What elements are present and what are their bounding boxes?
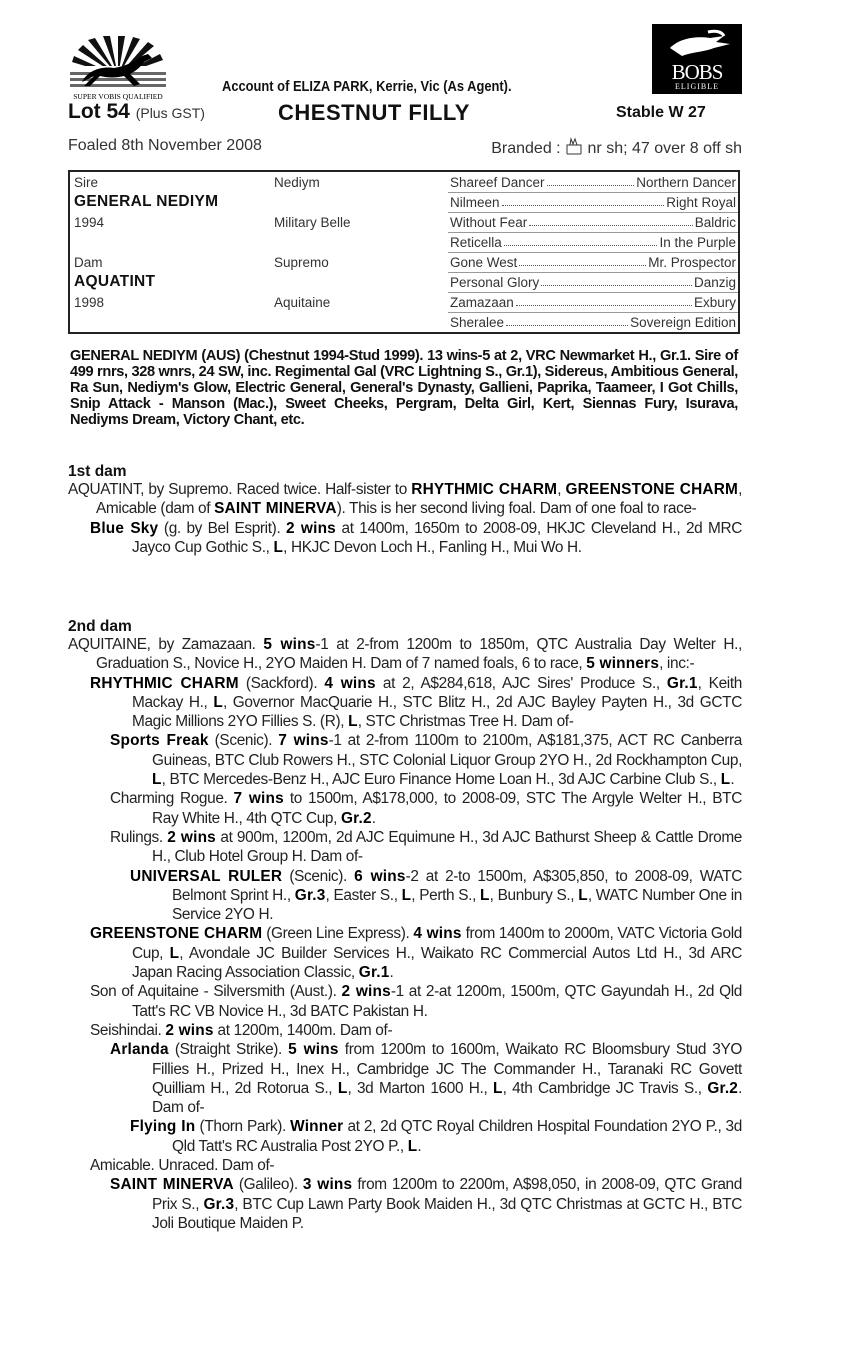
bold-text: 5 wins xyxy=(288,1041,339,1059)
pedigree-row xyxy=(70,192,738,212)
foaled-date: Foaled 8th November 2008 xyxy=(68,137,262,154)
pedigree-row xyxy=(70,292,738,312)
pedigree-entry xyxy=(68,1040,742,1117)
pedigree-col1: Sire xyxy=(74,175,99,190)
dot-leader xyxy=(519,255,646,266)
first-dam-section xyxy=(68,480,742,557)
text: (Thorn Park). xyxy=(195,1118,291,1136)
text: . xyxy=(389,964,394,982)
text: , Perth S., xyxy=(411,886,481,904)
pedigree-grandparent xyxy=(450,275,736,290)
text: at 2, 2d QTC Royal Children Hospital Foundation 2YO P., 3d Qld Tatt's RC Australia Post 2YO P., xyxy=(172,1118,742,1155)
ancestor-name: Without Fear xyxy=(450,215,528,230)
dot-leader xyxy=(547,175,635,186)
dot-leader xyxy=(504,235,658,246)
pedigree-row xyxy=(70,312,738,332)
ancestor-sire: Right Royal xyxy=(666,195,736,210)
pedigree-col2: Military Belle xyxy=(274,215,351,230)
pedigree-entry xyxy=(68,519,742,558)
bold-text: 2 wins xyxy=(167,828,216,846)
ancestor-sire: Northern Dancer xyxy=(636,175,736,190)
text: Amicable. Unraced. Dam of- xyxy=(90,1157,275,1175)
horse-sunburst-icon xyxy=(68,36,168,102)
pedigree-entry xyxy=(68,731,742,789)
pedigree-grandparent xyxy=(450,295,736,310)
super-vobis-logo xyxy=(68,36,168,102)
bold-text: Gr.1 xyxy=(358,964,390,982)
ancestor-name: Sheralee xyxy=(450,315,505,330)
ancestor-name: Personal Glory xyxy=(450,275,540,290)
first-dam-heading: 1st dam xyxy=(68,463,127,480)
lot-number: Lot 54 (Plus GST) xyxy=(68,100,205,123)
bold-text: Blue Sky xyxy=(90,519,159,537)
bold-text: 5 wins xyxy=(263,636,316,653)
text: , Keith Mackay H., xyxy=(132,674,743,711)
text: , Governor MacQuarie H., STC Blitz H., 2d AJC Bayley Payten H., 3d GCTC Magic Millions 2YO Fillies S. (R), xyxy=(132,693,742,731)
ancestor-sire: Mr. Prospector xyxy=(648,255,736,270)
bold-text: 2 wins xyxy=(286,519,336,537)
lot-title: CHESTNUT FILLY xyxy=(278,100,470,125)
bold-text: 6 wins xyxy=(354,867,406,885)
bold-text: L xyxy=(273,538,284,556)
text: , 4th Cambridge JC Travis S., xyxy=(502,1079,708,1097)
pedigree-row xyxy=(70,272,738,292)
text: (Scenic). xyxy=(208,732,279,750)
ancestor-name: Reticella xyxy=(450,235,502,250)
ancestor-sire: In the Purple xyxy=(659,235,736,250)
dot-leader xyxy=(506,315,628,326)
bold-text: L xyxy=(492,1079,503,1097)
text: at 1200m, 1400m. Dam of- xyxy=(213,1021,393,1039)
text: . Dam of- xyxy=(152,1079,742,1117)
text: , STC Christmas Tree H. Dam of- xyxy=(357,713,574,731)
dot-leader xyxy=(529,215,692,226)
text: , Avondale JC Builder Services H., Waikato RC Commercial Autos Ltd H., 3d ARC Japan Racing Association Classic, xyxy=(132,944,742,982)
text: , HKJC Devon Loch H., Fanling H., Mui Wo H. xyxy=(283,538,582,556)
pedigree-entry xyxy=(68,1117,742,1156)
bold-text: L xyxy=(401,886,412,904)
bold-text: L xyxy=(169,944,180,962)
bold-text: SAINT MINERVA xyxy=(110,1176,234,1194)
brand-mark-icon xyxy=(565,137,583,155)
bold-text: UNIVERSAL RULER xyxy=(130,867,283,885)
text: , BTC Mercedes-Benz H., AJC Euro Finance Home Loan H., 3d AJC Carbine Club S., xyxy=(161,771,721,789)
svg-text:SUPER VOBIS QUALIFIED: SUPER VOBIS QUALIFIED xyxy=(73,92,163,101)
text: (Scenic). xyxy=(282,867,355,885)
bold-text: L xyxy=(213,693,223,711)
bold-text: SAINT MINERVA xyxy=(214,500,337,518)
row-divider xyxy=(448,192,738,193)
bold-text: Winner xyxy=(290,1118,344,1136)
text: Rulings. xyxy=(110,828,168,846)
bold-text: 5 winners xyxy=(586,655,660,673)
text: , Bunbury S., xyxy=(489,886,579,904)
sire-summary: GENERAL NEDIYM (AUS) (Chestnut 1994-Stud 1999). 13 wins-5 at 2, VRC Newmarket H., Gr.1. Sire of 499 rnrs, 328 wnrs, 24 SW, inc. Regimental Gal (VRC Lightning S., Gr.1), Sidereus, Ambitious General, Ra Sun, Nediym's Glow, Electric General, General's Dynasty, Gallieni, Paprika, Taameer, I Got Chills, Snip Attack - Manson (Mac.), Sweet Cheeks, Pergram, Delta Girl, Kert, Siennas Fury, Isurava, Nediyms Dream, Victory Chant, etc. xyxy=(70,348,738,428)
racehorse-head-icon xyxy=(652,26,742,62)
bold-text: L xyxy=(720,771,731,789)
bold-text: Gr.3 xyxy=(294,886,326,904)
bold-text: Arlanda xyxy=(110,1041,169,1059)
dot-leader xyxy=(502,195,665,206)
text: , Easter S., xyxy=(325,886,402,904)
bold-text: 7 wins xyxy=(233,790,284,808)
pedigree-grandparent xyxy=(450,195,736,210)
pedigree-row xyxy=(70,232,738,252)
text: -1 at 2-from 1200m to 1850m, QTC Australia Day Welter H., Graduation S., Novice H., 2YO Maiden H. Dam of 7 named foals, 6 to race, xyxy=(96,636,742,673)
pedigree-col2: Supremo xyxy=(274,255,329,270)
pedigree-col2: Aquitaine xyxy=(274,295,331,310)
row-divider xyxy=(448,252,738,253)
bold-text: L xyxy=(337,1079,348,1097)
text: . xyxy=(417,1137,422,1155)
pedigree-table xyxy=(68,170,740,334)
pedigree-col1: AQUATINT xyxy=(74,273,156,290)
bold-text: 4 wins xyxy=(413,925,462,943)
text: from 1200m to 1600m, Waikato RC Bloomsbury Stud 3YO Fillies H., Prized H., Inex H., Cambridge JC The Commander H., Taranaki RC Govett Quilliam H., 2d Rotorua S., xyxy=(152,1041,742,1097)
bold-text: GREENSTONE CHARM xyxy=(90,925,263,943)
text: from 1400m to 2000m, VATC Victoria Gold Cup, xyxy=(132,925,742,962)
ancestor-name: Nilmeen xyxy=(450,195,500,210)
pedigree-col2: Nediym xyxy=(274,175,320,190)
bold-text: Gr.2 xyxy=(707,1079,739,1097)
row-divider xyxy=(448,212,738,213)
text: (Straight Strike). xyxy=(168,1041,289,1059)
text: (Sackford). xyxy=(238,674,325,692)
dot-leader xyxy=(516,295,692,306)
bold-text: Flying In xyxy=(130,1118,196,1136)
pedigree-row xyxy=(70,212,738,232)
bold-text: 4 wins xyxy=(324,674,376,692)
pedigree-grandparent xyxy=(450,175,736,190)
bold-text: 7 wins xyxy=(278,732,329,750)
pedigree-entry xyxy=(68,674,742,732)
text: , BTC Cup Lawn Party Book Maiden H., 3d QTC Christmas at GCTC H., BTC Joli Boutique Maiden P. xyxy=(152,1195,742,1232)
text: from 1200m to 2200m, A$98,050, in 2008-09, QTC Grand Prix S., xyxy=(152,1176,742,1213)
text: -1 at 2-at 1200m, 1500m, QTC Gayundah H., 2d Qld Tatt's RC VB Novice H., 3d BATC Pakistan H. xyxy=(132,983,742,1020)
pedigree-entry xyxy=(68,867,742,925)
row-divider xyxy=(448,272,738,273)
pedigree-entry xyxy=(68,828,742,867)
dot-leader xyxy=(541,275,692,286)
bold-text: L xyxy=(578,886,588,904)
bold-text: Gr.1 xyxy=(666,674,698,692)
text: , xyxy=(557,481,566,498)
bold-text: L xyxy=(480,886,490,904)
bobs-eligible-logo: BOBS ELIGIBLE xyxy=(652,24,742,94)
pedigree-entry xyxy=(68,1175,742,1233)
bold-text: RHYTHMIC CHARM xyxy=(90,674,239,692)
pedigree-entry xyxy=(68,635,742,674)
text: . xyxy=(730,771,735,789)
ancestor-sire: Sovereign Edition xyxy=(630,315,736,330)
bold-text: GREENSTONE CHARM xyxy=(565,481,739,498)
bold-text: 2 wins xyxy=(341,983,391,1001)
pedigree-entry xyxy=(68,1021,742,1040)
text: -1 at 2-from 1100m to 2100m, A$181,375, ACT RC Canberra Guineas, BTC Club Rowers H., STC Colonial Liquor Group 2YO H., 2d Rockhampton Cup, xyxy=(152,732,742,769)
text: (Galileo). xyxy=(233,1176,303,1194)
pedigree-col1: 1998 xyxy=(74,295,105,310)
bold-text: Gr.2 xyxy=(340,809,372,827)
text: Seishindai. xyxy=(90,1021,166,1039)
pedigree-row xyxy=(70,172,738,192)
pedigree-grandparent xyxy=(450,255,736,270)
ancestor-name: Gone West xyxy=(450,255,518,270)
row-divider xyxy=(448,232,738,233)
text: . xyxy=(371,809,376,827)
bold-text: L xyxy=(348,713,358,731)
ancestor-sire: Exbury xyxy=(693,295,736,310)
pedigree-entry xyxy=(68,1156,742,1175)
second-dam-heading: 2nd dam xyxy=(68,618,132,635)
pedigree-entry xyxy=(68,982,742,1021)
bold-text: RHYTHMIC CHARM xyxy=(411,481,558,498)
text: Son of Aquitaine - Silversmith (Aust.). xyxy=(90,983,342,1001)
bold-text: 2 wins xyxy=(165,1021,214,1039)
brand-info: Branded : nr sh; 47 over 8 off sh xyxy=(491,137,742,158)
text: (g. by Bel Esprit). xyxy=(158,519,286,537)
text: AQUATINT, by Supremo. Raced twice. Half-sister to xyxy=(68,481,412,498)
text: , 3d Marton 1600 H., xyxy=(347,1079,493,1097)
pedigree-grandparent xyxy=(450,315,736,330)
text: Charming Rogue. xyxy=(110,790,234,808)
pedigree-col1: GENERAL NEDIYM xyxy=(74,193,219,210)
stable-number: Stable W 27 xyxy=(616,104,706,121)
pedigree-grandparent xyxy=(450,235,736,250)
text: , inc:- xyxy=(659,655,695,673)
bold-text: 3 wins xyxy=(302,1176,353,1194)
text: at 1400m, 1650m to 2008-09, HKJC Cleveland H., 2d MRC Jayco Cup Gothic S., xyxy=(132,519,742,556)
pedigree-entry xyxy=(68,480,742,519)
row-divider xyxy=(448,292,738,293)
text: , Amicable (dam of xyxy=(96,481,742,518)
text: AQUITAINE, by Zamazaan. xyxy=(68,636,264,653)
text: ). This is her second living foal. Dam of one foal to race- xyxy=(336,500,697,518)
text: -2 at 2-to 1500m, A$305,850, to 2008-09, WATC Belmont Sprint H., xyxy=(172,867,742,904)
text: , WATC Number One in Service 2YO H. xyxy=(172,886,742,924)
bold-text: L xyxy=(407,1137,418,1155)
ancestor-sire: Danzig xyxy=(693,275,736,290)
pedigree-row xyxy=(70,252,738,272)
ancestor-name: Shareef Dancer xyxy=(450,175,545,190)
text: to 1500m, A$178,000, to 2008-09, STC The Argyle Welter H., BTC Ray White H., 4th QTC Cup, xyxy=(152,790,742,827)
bold-text: Sports Freak xyxy=(110,732,209,750)
second-dam-section xyxy=(68,635,742,1233)
pedigree-entry xyxy=(68,789,742,828)
ancestor-sire: Baldric xyxy=(694,215,736,230)
pedigree-col1: Dam xyxy=(74,255,103,270)
ancestor-name: Zamazaan xyxy=(450,295,514,310)
row-divider xyxy=(448,312,738,313)
lot-note: (Plus GST) xyxy=(135,105,205,121)
text: (Green Line Express). xyxy=(262,925,414,943)
pedigree-grandparent xyxy=(450,215,736,230)
text: at 2, A$284,618, AJC Sires' Produce S., xyxy=(375,674,667,692)
pedigree-entry xyxy=(68,924,742,982)
pedigree-col1: 1994 xyxy=(74,215,105,230)
bold-text: Gr.3 xyxy=(203,1195,235,1213)
text: at 900m, 1200m, 2d AJC Equimune H., 3d AJC Bathurst Sheep & Cattle Drome H., Club Hotel Group H. Dam of- xyxy=(152,828,743,866)
vendor-account: Account of ELIZA PARK, Kerrie, Vic (As Agent). xyxy=(222,78,512,95)
bold-text: L xyxy=(152,771,162,789)
